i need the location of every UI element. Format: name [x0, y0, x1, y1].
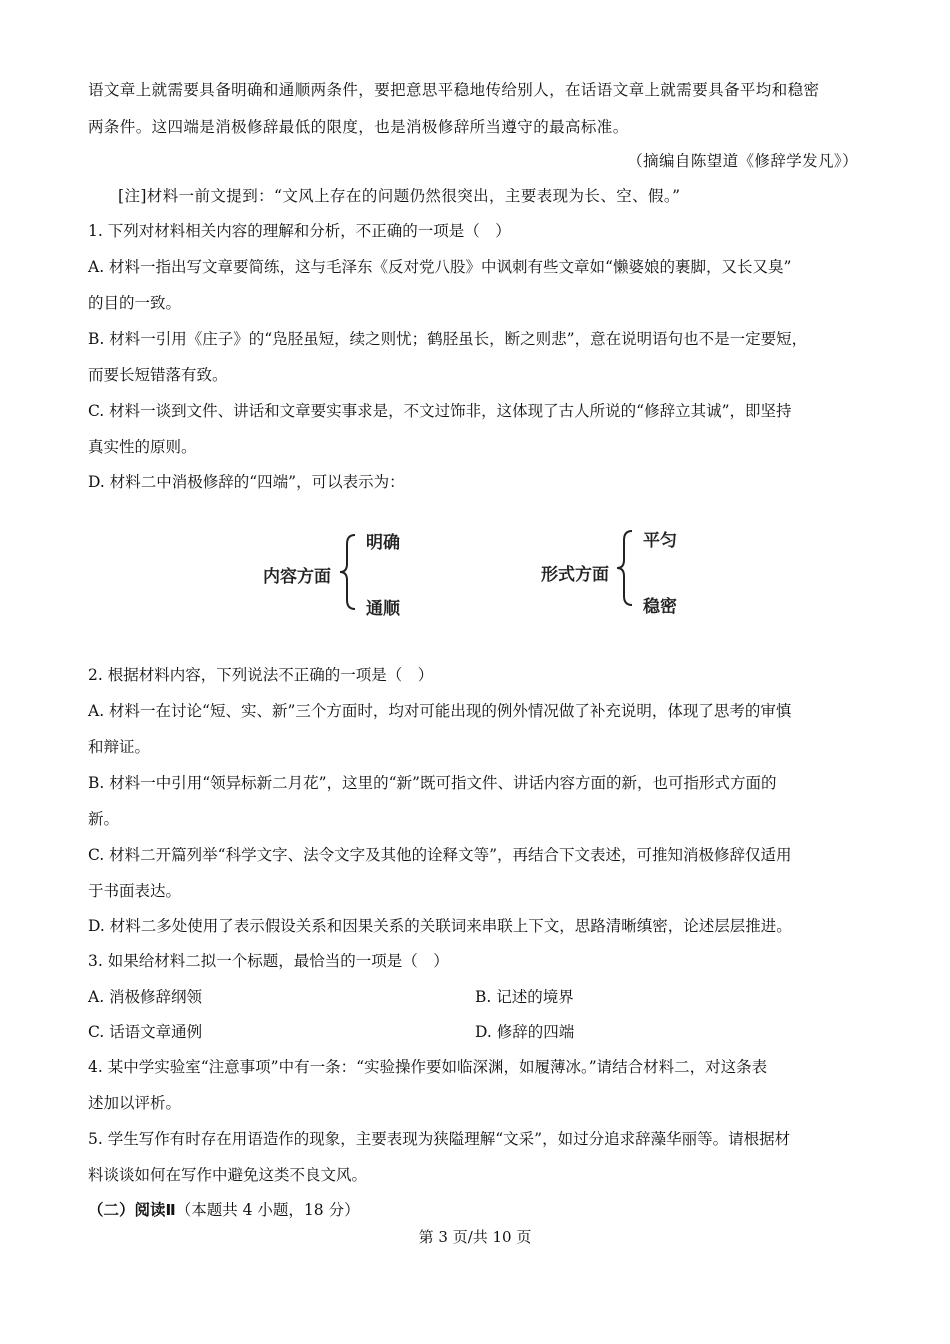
q2-option-b: B. 材料一中引用“领异标新二月花”，这里的“新”既可指文件、讲话内容方面的新，也可指形式方面的	[88, 774, 777, 792]
diagram-item-fluency: 通顺	[366, 599, 400, 619]
question-5-cont: 料谈谈如何在写作中避免这类不良文风。	[88, 1166, 368, 1184]
question-2-stem: 2. 根据材料内容，下列说法不正确的一项是（ ）	[88, 666, 434, 684]
q3-option-a: A. 消极修辞纲领	[88, 988, 203, 1006]
q2-option-c: C. 材料二开篇列举“科学文字、法令文字及其他的诠释文等”，再结合下文表述，可推知消极修辞仅适用	[88, 846, 792, 864]
source-citation: （摘编自陈望道《修辞学发凡》）	[627, 152, 858, 170]
question-3-stem: 3. 如果给材料二拟一个标题，最恰当的一项是（ ）	[88, 952, 449, 970]
diagram-form-aspect: 形式方面	[541, 565, 609, 585]
q2-option-a: A. 材料一在讨论“短、实、新”三个方面时，均对可能出现的例外情况做了补充说明，体现了思考的审慎	[88, 702, 792, 720]
question-1-stem: 1. 下列对材料相关内容的理解和分析，不正确的一项是（ ）	[88, 222, 511, 240]
diagram-item-density: 稳密	[643, 597, 677, 617]
q2-option-c-cont: 于书面表达。	[88, 882, 182, 900]
q2-option-b-cont: 新。	[88, 810, 120, 828]
right-brace-icon	[614, 528, 638, 608]
section-title: （二）阅读Ⅱ	[88, 1201, 176, 1219]
q1-option-b: B. 材料一引用《庄子》的“凫胫虽短，续之则忧；鹤胫虽长，断之则悲”，意在说明语句也不是一定要短，	[88, 330, 808, 348]
page-footer: 第 3 页/共 10 页	[418, 1228, 532, 1246]
q1-option-c-cont: 真实性的原则。	[88, 438, 197, 456]
diagram-item-clarity: 明确	[366, 533, 400, 553]
diagram-item-evenness: 平匀	[643, 531, 677, 551]
material-line: 两条件。这四端是消极修辞最低的限度，也是消极修辞所当遵守的最高标准。	[88, 118, 629, 136]
section-info: （本题共 4 小题，18 分）	[175, 1201, 360, 1219]
q1-option-a: A. 材料一指出写文章要简练，这与毛泽东《反对党八股》中讽刺有些文章如“懒婆娘的裹脚，又长又臭”	[88, 258, 792, 276]
diagram-content-aspect: 内容方面	[263, 567, 331, 587]
left-brace-icon	[337, 532, 361, 612]
q1-option-b-cont: 而要长短错落有致。	[88, 366, 228, 384]
question-4: 4. 某中学实验室“注意事项”中有一条：“实验操作要如临深渊，如履薄冰。”请结合材料二，对这条表	[88, 1058, 768, 1076]
q3-option-b: B. 记述的境界	[475, 988, 574, 1006]
q2-option-d: D. 材料二多处使用了表示假设关系和因果关系的关联词来串联上下文，思路清晰缜密，论述层层推进。	[88, 917, 792, 935]
q3-option-c: C. 话语文章通例	[88, 1023, 203, 1041]
note: [注]材料一前文提到：“文风上存在的问题仍然很突出，主要表现为长、空、假。”	[118, 187, 681, 205]
q1-option-c: C. 材料一谈到文件、讲话和文章要实事求是，不文过饰非，这体现了古人所说的“修辞立其诚”，即坚持	[88, 402, 792, 420]
q1-option-d: D. 材料二中消极修辞的“四端”，可以表示为：	[88, 473, 405, 491]
q3-option-d: D. 修辞的四端	[475, 1023, 575, 1041]
question-5: 5. 学生写作有时存在用语造作的现象，主要表现为狭隘理解“文采”，如过分追求辞藻华丽等。请根据材	[88, 1130, 791, 1148]
question-4-cont: 述加以评析。	[88, 1094, 182, 1112]
q2-option-a-cont: 和辩证。	[88, 738, 151, 756]
section-heading	[88, 1199, 360, 1221]
q1-option-a-cont: 的目的一致。	[88, 294, 182, 312]
material-line: 语文章上就需要具备明确和通顺两条件，要把意思平稳地传给别人，在话语文章上就需要具备平均和稳密	[88, 81, 820, 99]
